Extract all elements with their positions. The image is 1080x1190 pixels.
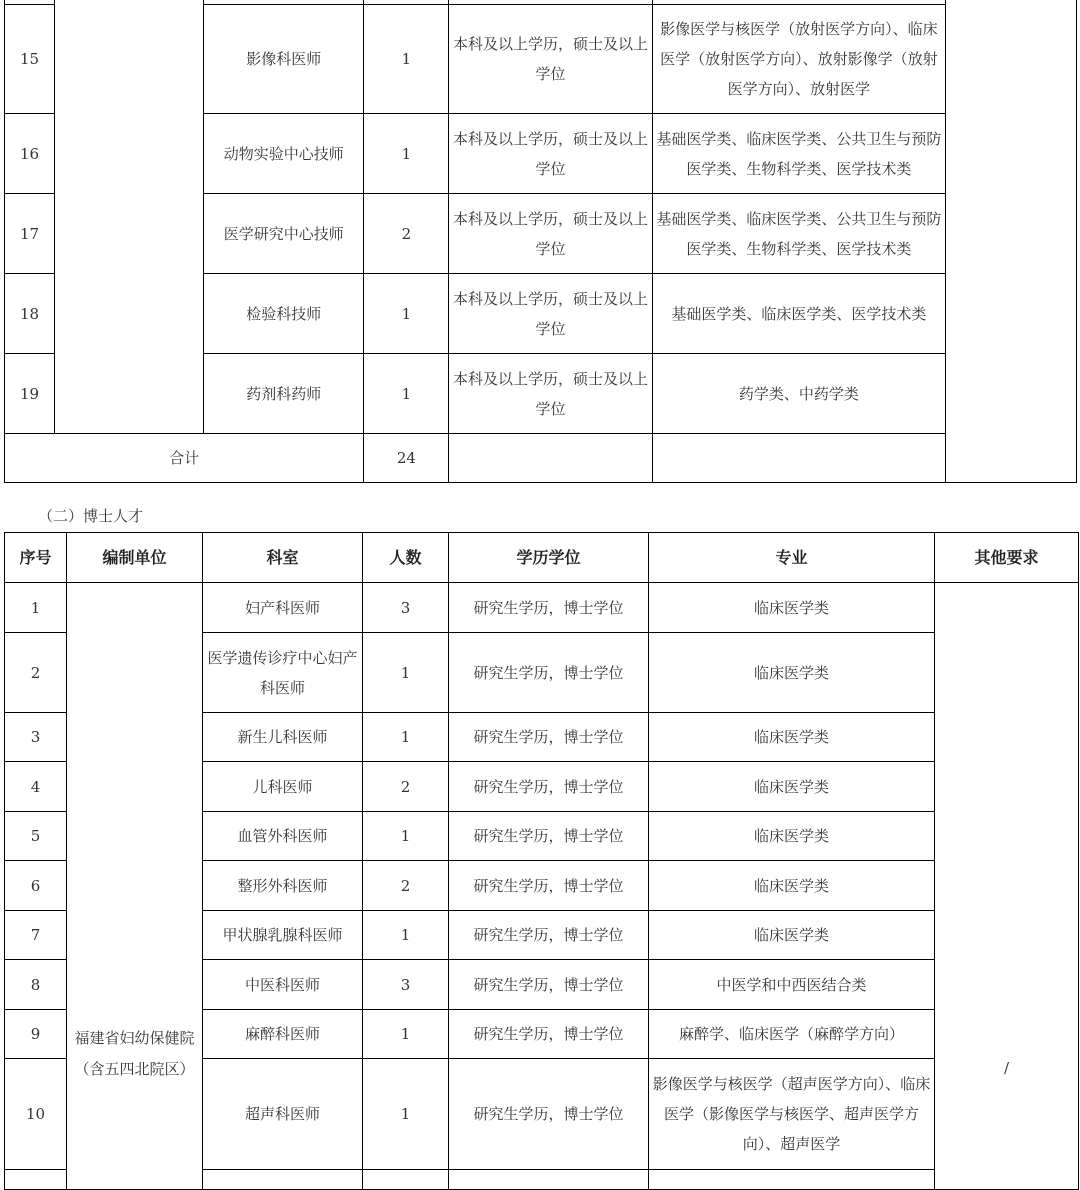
row-dept: 麻醉科医师 bbox=[203, 1010, 363, 1059]
header-no: 序号 bbox=[5, 533, 67, 583]
row-no: 2 bbox=[5, 633, 67, 713]
row-count: 1 bbox=[363, 713, 449, 762]
row-dept: 影像科医师 bbox=[204, 5, 364, 114]
row-count: 1 bbox=[364, 5, 449, 114]
other-req-value bbox=[935, 583, 1079, 1190]
row-major: 影像医学与核医学（放射医学方向）、临床医学（放射医学方向）、放射影像学（放射医学方向）、放射医学 bbox=[652, 5, 945, 114]
row-count: 1 bbox=[364, 274, 449, 354]
row-edu: 研究生学历，博士学位 bbox=[449, 1059, 649, 1170]
row-count: 1 bbox=[363, 812, 449, 861]
row-count: 1 bbox=[363, 633, 449, 713]
row-edu: 研究生学历，博士学位 bbox=[449, 911, 649, 960]
row-major: 基础医学类、临床医学类、公共卫生与预防医学类、生物科学类、医学技术类 bbox=[652, 194, 945, 274]
row-no: 9 bbox=[5, 1010, 67, 1059]
row-count: 2 bbox=[363, 861, 449, 911]
row-major: 临床医学类 bbox=[649, 812, 935, 861]
row-dept: 中医科医师 bbox=[203, 960, 363, 1010]
section-title: （二）博士人才 bbox=[38, 507, 144, 525]
header-other: 其他要求 bbox=[935, 533, 1079, 583]
row-major: 临床医学类 bbox=[649, 713, 935, 762]
row-major: 麻醉学、临床医学（麻醉学方向） bbox=[649, 1010, 935, 1059]
row-edu: 本科及以上学历，硕士及以上学位 bbox=[449, 114, 652, 194]
row-count: 2 bbox=[364, 194, 449, 274]
row-no: 10 bbox=[5, 1059, 67, 1170]
row-major: 中医学和中西医结合类 bbox=[649, 960, 935, 1010]
row-no: 5 bbox=[5, 812, 67, 861]
row-major: 临床医学类 bbox=[649, 583, 935, 633]
row-edu: 研究生学历，博士学位 bbox=[449, 960, 649, 1010]
table-master-continued bbox=[4, 0, 946, 483]
row-edu: 本科及以上学历，硕士及以上学位 bbox=[449, 354, 652, 434]
row-dept: 血管外科医师 bbox=[203, 812, 363, 861]
header-count: 人数 bbox=[363, 533, 449, 583]
row-count: 2 bbox=[363, 762, 449, 812]
row-edu: 研究生学历，博士学位 bbox=[449, 633, 649, 713]
unit-name-text: 福建省妇幼保健院（含五四北院区） bbox=[74, 1029, 195, 1078]
row-count: 1 bbox=[363, 1059, 449, 1170]
row-count: 1 bbox=[364, 114, 449, 194]
row-major: 基础医学类、临床医学类、公共卫生与预防医学类、生物科学类、医学技术类 bbox=[652, 114, 945, 194]
row-edu: 本科及以上学历，硕士及以上学位 bbox=[449, 194, 652, 274]
row-dept: 医学研究中心技师 bbox=[204, 194, 364, 274]
row-edu: 本科及以上学历，硕士及以上学位 bbox=[449, 5, 652, 114]
row-no: 18 bbox=[5, 274, 55, 354]
row-dept: 医学遗传诊疗中心妇产科医师 bbox=[203, 633, 363, 713]
table-row bbox=[5, 583, 1079, 633]
row-major: 影像医学与核医学（超声医学方向）、临床医学（影像医学与核医学、超声医学方向）、超声医学 bbox=[649, 1059, 935, 1170]
row-dept: 整形外科医师 bbox=[203, 861, 363, 911]
header-unit: 编制单位 bbox=[67, 533, 203, 583]
row-dept: 妇产科医师 bbox=[203, 583, 363, 633]
row-no: 19 bbox=[5, 354, 55, 434]
other-req-column-continued bbox=[945, 0, 1077, 483]
row-dept: 超声科医师 bbox=[203, 1059, 363, 1170]
table-doctoral bbox=[4, 532, 1079, 1190]
row-count: 1 bbox=[364, 354, 449, 434]
total-value: 24 bbox=[364, 434, 449, 483]
row-no: 4 bbox=[5, 762, 67, 812]
total-label: 合计 bbox=[5, 434, 364, 483]
row-dept: 药剂科药师 bbox=[204, 354, 364, 434]
table-header bbox=[5, 533, 1079, 583]
row-edu: 研究生学历，博士学位 bbox=[449, 861, 649, 911]
row-count: 1 bbox=[363, 911, 449, 960]
row-count: 3 bbox=[363, 583, 449, 633]
header-edu: 学历学位 bbox=[449, 533, 649, 583]
unit-cell bbox=[55, 0, 204, 434]
row-no: 16 bbox=[5, 114, 55, 194]
row-major: 临床医学类 bbox=[649, 861, 935, 911]
row-edu: 研究生学历，博士学位 bbox=[449, 762, 649, 812]
row-no: 3 bbox=[5, 713, 67, 762]
row-dept: 新生儿科医师 bbox=[203, 713, 363, 762]
row-no: 8 bbox=[5, 960, 67, 1010]
row-major: 基础医学类、临床医学类、医学技术类 bbox=[652, 274, 945, 354]
row-major: 临床医学类 bbox=[649, 911, 935, 960]
other-req-text: / bbox=[1003, 1059, 1010, 1077]
header-major: 专业 bbox=[649, 533, 935, 583]
total-row bbox=[5, 434, 946, 483]
row-edu: 研究生学历，博士学位 bbox=[449, 583, 649, 633]
row-edu: 本科及以上学历，硕士及以上学位 bbox=[449, 274, 652, 354]
row-edu: 研究生学历，博士学位 bbox=[449, 713, 649, 762]
row-dept: 检验科技师 bbox=[204, 274, 364, 354]
row-edu: 研究生学历，博士学位 bbox=[449, 812, 649, 861]
row-no: 1 bbox=[5, 583, 67, 633]
row-no: 7 bbox=[5, 911, 67, 960]
row-edu: 研究生学历，博士学位 bbox=[449, 1010, 649, 1059]
unit-name bbox=[67, 583, 203, 1190]
row-dept: 儿科医师 bbox=[203, 762, 363, 812]
row-dept: 甲状腺乳腺科医师 bbox=[203, 911, 363, 960]
row-major: 临床医学类 bbox=[649, 762, 935, 812]
row-no: 6 bbox=[5, 861, 67, 911]
row-dept: 动物实验中心技师 bbox=[204, 114, 364, 194]
row-count: 3 bbox=[363, 960, 449, 1010]
row-no: 15 bbox=[5, 5, 55, 114]
row-major: 药学类、中药学类 bbox=[652, 354, 945, 434]
row-count: 1 bbox=[363, 1010, 449, 1059]
row-major: 临床医学类 bbox=[649, 633, 935, 713]
row-no: 17 bbox=[5, 194, 55, 274]
header-dept: 科室 bbox=[203, 533, 363, 583]
